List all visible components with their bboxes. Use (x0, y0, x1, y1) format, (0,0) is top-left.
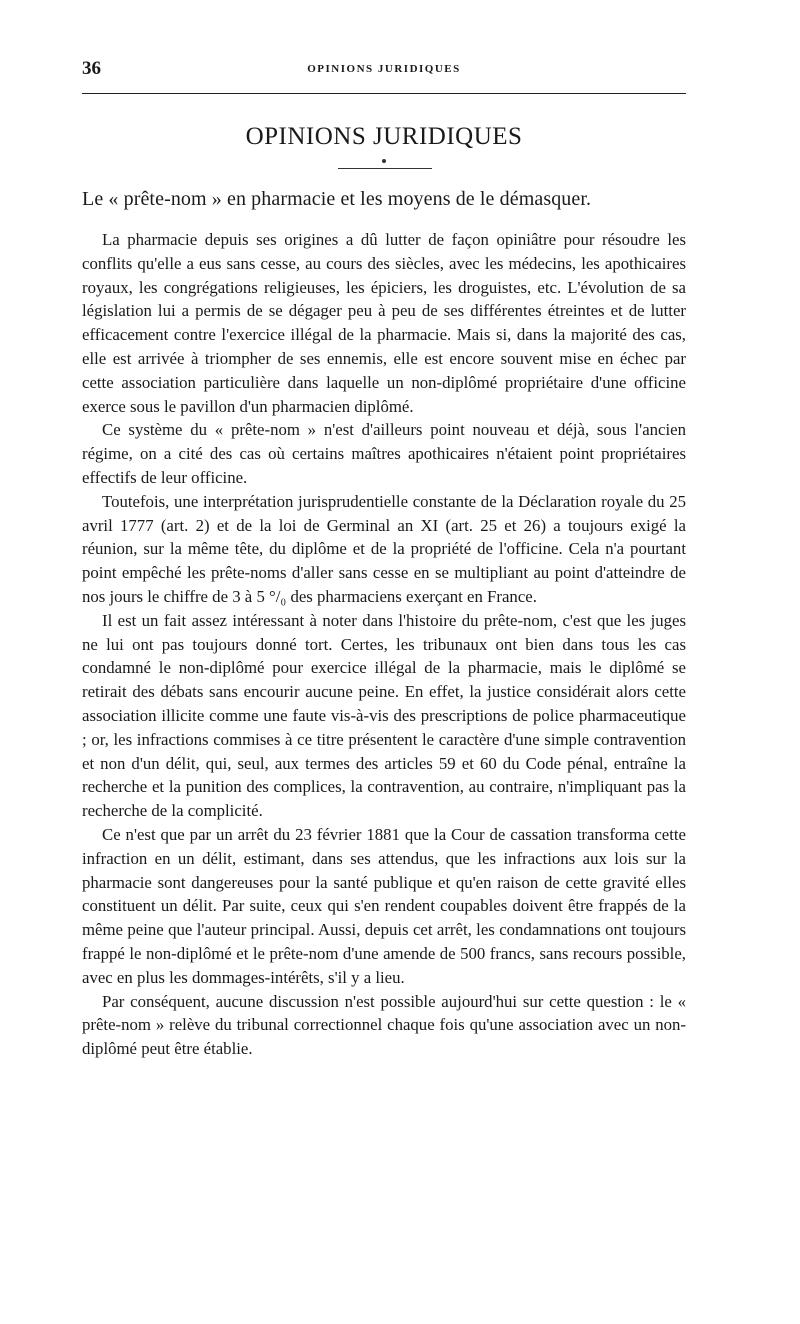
paragraph: Ce n'est que par un arrêt du 23 février 1881 que la Cour de cassation transforma cette infraction en un délit, estimant, dans ses attendus, que les infractions aux lois sur la pharmacie sont dangereuses pour la santé publique et qu'en raison de cette gravité elles constituent un délit. Par suite, ceux qui s'en rendent coupables doivent être frappés de la même peine que l'auteur principal. Aussi, depuis cet arrêt, les condamnations ont toujours frappé le non-diplômé et le prête-nom d'une amende de 500 francs, sans recours possible, avec en plus les dommages-intérêts, s'il y a lieu. (82, 824, 686, 987)
article-heading: Le « prête-nom » en pharmacie et les moyens de le démasquer. (82, 188, 592, 210)
section-title: OPINIONS JURIDIQUES (245, 123, 523, 150)
header-rule (82, 93, 686, 94)
paragraph: Par conséquent, aucune discussion n'est possible aujourd'hui sur cette question : le « prête-nom » relève du tribunal correctionnel chaque fois qu'une association avec un non-diplômé peut être établie. (82, 991, 686, 1059)
paragraph: La pharmacie depuis ses origines a dû lutter de façon opiniâtre pour résoudre les conflits qu'elle a eus sans cesse, au cours des siècles, avec les médecins, les apothicaires royaux, les congrégations religieuses, les épiciers, les droguistes, etc. L'évolution de sa législation lui a permis de se dégager peu à peu de ses différentes étreintes et de lutter efficacement contre l'exercice illégal de la pharmacie. Mais si, dans la majorité des cas, elle est arrivée à triompher de ses ennemis, elle est encore souvent mise en échec par cette association particulière dans laquelle un non-diplômé propriétaire d'une officine exerce sous le pavillon d'un pharmacien diplômé. (82, 230, 686, 416)
paragraph: Ce système du « prête-nom » n'est d'ailleurs point nouveau et déjà, sous l'ancien régime, on a cité des cas où certains maîtres apothicaires n'étaient point propriétaires effectifs de leur officine. (82, 420, 686, 487)
page-number: 36 (82, 58, 101, 79)
paragraph: Toutefois, une interprétation jurisprudentielle constante de la Déclaration royale du 25 avril 1777 (art. 2) et de la loi de Germinal an XI (art. 25 et 26) a toujours exigé la réunion, sur la même tête, du diplôme et de la propriété de l'officine. Cela n'a pourtant point empêché les prête-noms d'aller sans cesse en se multipliant au point d'atteindre de nos jours le chiffre de 3 à 5 °/₀ des pharmaciens exerçant en France. (82, 491, 686, 606)
running-head (82, 58, 686, 84)
running-title: OPINIONS JURIDIQUES (307, 63, 461, 75)
title-rule (338, 168, 432, 169)
title-ornament-dot (382, 159, 386, 163)
paragraph: Il est un fait assez intéressant à noter dans l'histoire du prête-nom, c'est que les juges ne lui ont pas toujours donné tort. Certes, les tribunaux ont bien dans tous les cas condamné le non-diplômé pour exercice illégal de la pharmacie, mais le diplômé se retirait des débats sans encourir aucune peine. En effet, la justice considérait alors cette association illicite comme une faute vis-à-vis des prescriptions de police pharmaceutique ; or, les infractions commises à ce titre présentent le caractère d'une simple contravention et non d'un délit, qui, seul, aux termes des articles 59 et 60 du Code pénal, entraîne la recherche et la punition des complices, la contravention, au contraire, n'impliquant pas la recherche de la complicité. (82, 610, 686, 821)
article-body (82, 228, 686, 1061)
